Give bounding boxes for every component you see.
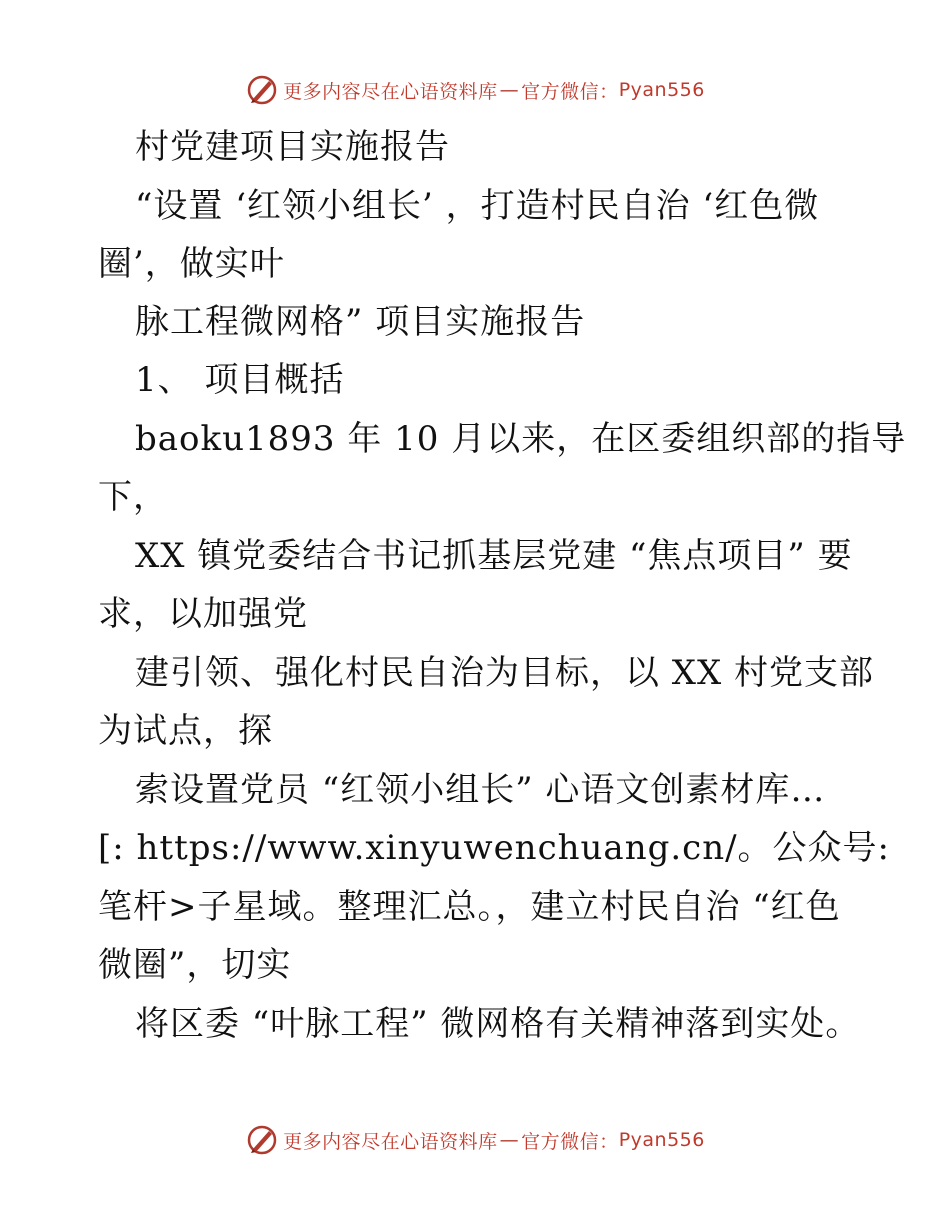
text-line: 求，以加强党 bbox=[98, 594, 308, 634]
text-line: “设置 ‘红领小组长’ ，打造村民自治 ‘红色微 bbox=[135, 186, 820, 226]
banner-separator: — bbox=[499, 79, 520, 101]
text-line: baoku1893 年 10 月以来，在区委组织部的指导 bbox=[135, 419, 907, 459]
text-line: 圈’，做实叶 bbox=[98, 244, 285, 284]
banner-account: Pyan556 bbox=[618, 1129, 705, 1151]
banner-wechat-label: 官方微信： bbox=[521, 80, 619, 103]
text-line: 微圈”，切实 bbox=[98, 945, 292, 985]
section-heading: 1、 项目概括 bbox=[135, 360, 345, 400]
text-line: [: https://www.xinyuwenchuang.cn/。公众号: bbox=[98, 828, 891, 868]
text-line: 脉工程微网格” 项目实施报告 bbox=[135, 302, 586, 342]
header-watermark-banner bbox=[0, 70, 950, 110]
document-title: 村党建项目实施报告 bbox=[135, 127, 450, 167]
footer-watermark-banner bbox=[0, 1120, 950, 1160]
banner-account: Pyan556 bbox=[618, 79, 705, 101]
text-line: 将区委 “叶脉工程” 微网格有关精神落到实处。 bbox=[135, 1004, 861, 1044]
text-line: 下， bbox=[98, 477, 168, 517]
text-line: 索设置党员 “红领小组长” 心语文创素材库… bbox=[135, 770, 826, 810]
text-line: 建引领、强化村民自治为目标，以 XX 村党支部 bbox=[135, 653, 875, 693]
banner-text: 更多内容尽在心语资料库 bbox=[283, 80, 498, 103]
banner-separator: — bbox=[499, 1129, 520, 1151]
pen-logo-icon bbox=[245, 73, 279, 107]
banner-text: 更多内容尽在心语资料库 bbox=[283, 1130, 498, 1153]
pen-logo-icon bbox=[245, 1123, 279, 1157]
banner-wechat-label: 官方微信： bbox=[521, 1130, 619, 1153]
text-line: XX 镇党委结合书记抓基层党建 “焦点项目” 要 bbox=[135, 536, 853, 576]
text-line: 笔杆>子星域。整理汇总。，建立村民自治 “红色 bbox=[98, 887, 841, 927]
text-line: 为试点，探 bbox=[98, 711, 273, 751]
